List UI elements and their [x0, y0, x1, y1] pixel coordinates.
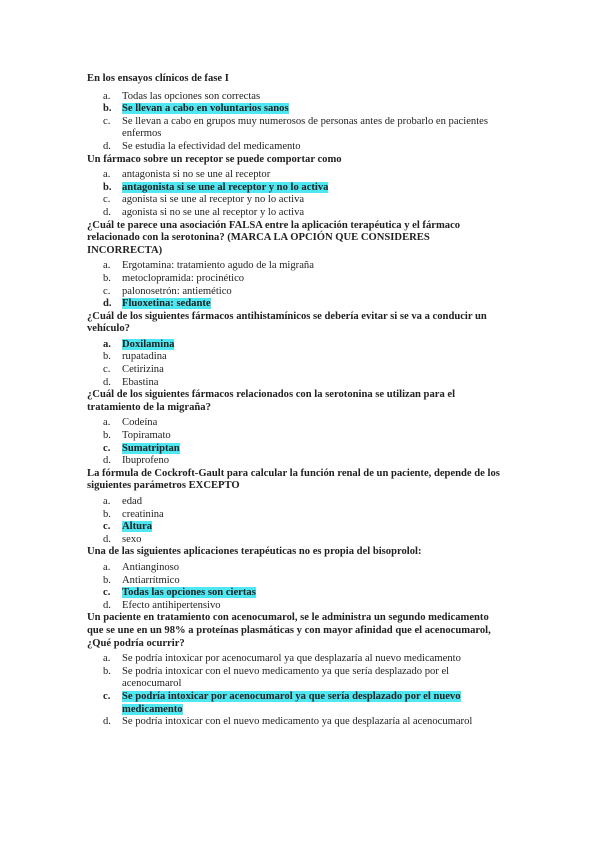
- option: [87, 509, 507, 522]
- option-correct: [87, 691, 507, 716]
- option-letter: d.: [103, 455, 111, 467]
- option: [87, 260, 507, 273]
- option: [87, 666, 507, 691]
- option: [87, 91, 507, 104]
- option-letter: d.: [103, 716, 111, 728]
- option-letter: a.: [103, 417, 111, 429]
- highlighted-answer-text: Se llevan a cabo en voluntarios sanos: [122, 103, 289, 115]
- highlighted-answer-text: antagonista si se une al receptor y no lo activa: [122, 181, 329, 193]
- option-letter: a.: [103, 338, 111, 350]
- option-text: Efecto antihipertensivo: [122, 599, 221, 611]
- option-letter: d.: [103, 206, 111, 218]
- option: [87, 430, 507, 443]
- option-text: Cetirizina: [122, 364, 164, 376]
- option-letter: c.: [103, 115, 111, 127]
- option-letter: c.: [103, 690, 111, 702]
- option-letter: a.: [103, 169, 111, 181]
- option-letter: d.: [103, 533, 111, 545]
- option: [87, 116, 507, 141]
- option-text: Se podría intoxicar con el nuevo medicamento ya que sería desplazado por el acenocumarol: [122, 665, 450, 690]
- question-text: En los ensayos clínicos de fase I: [87, 73, 229, 84]
- option-list: [87, 417, 507, 467]
- option-text: Antiarrítmico: [122, 574, 180, 586]
- highlighted-answer-text: Sumatriptan: [122, 442, 180, 454]
- option: [87, 169, 507, 182]
- option-text: sexo: [122, 533, 142, 545]
- option-letter: b.: [103, 181, 112, 193]
- option-letter: a.: [103, 90, 111, 102]
- option: [87, 417, 507, 430]
- option-letter: b.: [103, 430, 111, 442]
- option-list: [87, 339, 507, 389]
- option-text: Antianginoso: [122, 561, 180, 573]
- option-list: [87, 169, 507, 219]
- option: [87, 351, 507, 364]
- option-letter: d.: [103, 298, 112, 310]
- option: [87, 562, 507, 575]
- option-text: Ebastina: [122, 376, 159, 388]
- option-text: Todas las opciones son correctas: [122, 90, 261, 102]
- option-letter: b.: [103, 574, 111, 586]
- option-text: Topiramato: [122, 430, 171, 442]
- option-letter: c.: [103, 285, 111, 297]
- option-correct: [87, 587, 507, 600]
- option-letter: b.: [103, 665, 111, 677]
- option-text: Se llevan a cabo en grupos muy numerosos de personas antes de probarlo en pacientes enfermos: [122, 115, 488, 140]
- option-letter: d.: [103, 599, 111, 611]
- option-letter: c.: [103, 521, 111, 533]
- question-block: [87, 311, 507, 390]
- option-text: Codeína: [122, 417, 158, 429]
- option-list: [87, 496, 507, 546]
- option: [87, 575, 507, 588]
- option-correct: [87, 298, 507, 311]
- quiz-content: [87, 73, 507, 729]
- option-text: edad: [122, 496, 142, 507]
- option-letter: a.: [103, 653, 111, 665]
- option-list: [87, 562, 507, 612]
- option-text: Ergotamina: tratamiento agudo de la migraña: [122, 260, 314, 272]
- option: [87, 141, 507, 154]
- option-text: antagonista si no se une al receptor: [122, 169, 271, 181]
- question-text: ¿Cuál te parece una asociación FALSA entre la aplicación terapéutica y el fármaco relacionado con la serotonina? (MARCA LA OPCIÓN QUE CONSIDERES INCORRECTA): [87, 219, 461, 256]
- option-letter: a.: [103, 496, 111, 507]
- option-text: Ibuprofeno: [122, 455, 170, 467]
- question-text: Una de las siguientes aplicaciones terapéuticas no es propia del bisoprolol:: [87, 546, 422, 558]
- question-block: [87, 546, 507, 612]
- option: [87, 653, 507, 666]
- option-letter: a.: [103, 561, 111, 573]
- option-letter: c.: [103, 194, 111, 206]
- question-text: Un paciente en tratamiento con acenocumarol, se le administra un segundo medicamento que se une en un 98% a proteínas plasmáticas y con mayor afinidad que el acenocumarol, ¿Qué podría ocurrir?: [87, 612, 491, 649]
- question-block: [87, 468, 507, 547]
- question-block: [87, 220, 507, 311]
- option-correct: [87, 443, 507, 456]
- option-letter: b.: [103, 103, 112, 115]
- option: [87, 534, 507, 547]
- highlighted-answer-text: Doxilamina: [122, 338, 175, 350]
- question-block: [87, 154, 507, 220]
- option: [87, 455, 507, 468]
- option: [87, 496, 507, 509]
- option-letter: b.: [103, 351, 111, 363]
- option-letter: c.: [103, 364, 111, 376]
- question-block: [87, 612, 507, 728]
- option-correct: [87, 182, 507, 195]
- option-correct: [87, 521, 507, 534]
- option-letter: d.: [103, 376, 111, 388]
- option-text: agonista si no se une al receptor y lo activa: [122, 206, 305, 218]
- highlighted-answer-text: Todas las opciones son ciertas: [122, 587, 256, 599]
- option-correct: [87, 339, 507, 352]
- question-text: ¿Cuál de los siguientes fármacos relacionados con la serotonina se utilizan para el tratamiento de la migraña?: [87, 389, 456, 413]
- option-correct: [87, 103, 507, 116]
- option: [87, 716, 507, 729]
- question-text: La fórmula de Cockroft-Gault para calcular la función renal de un paciente, depende de los siguientes parámetros EXCEPTO: [87, 467, 500, 492]
- highlighted-answer-text: Se podría intoxicar por acenocumarol ya que sería desplazado por el nuevo medicamento: [122, 690, 461, 715]
- option-text: Se estudia la efectividad del medicamento: [122, 140, 301, 152]
- option-text: Se podría intoxicar por acenocumarol ya que desplazaría al nuevo medicamento: [122, 653, 461, 665]
- option: [87, 364, 507, 377]
- option: [87, 377, 507, 390]
- question-text: ¿Cuál de los siguientes fármacos antihistamínicos se debería evitar si se va a conducir un vehículo?: [87, 310, 487, 335]
- option: [87, 273, 507, 286]
- question-text: Un fármaco sobre un receptor se puede comportar como: [87, 153, 342, 165]
- option-letter: c.: [103, 442, 111, 454]
- option: [87, 207, 507, 220]
- option-text: rupatadina: [122, 351, 167, 363]
- option-text: creatinina: [122, 508, 164, 520]
- option: [87, 600, 507, 613]
- option-text: agonista si se une al receptor y no lo activa: [122, 194, 305, 206]
- question-block: [87, 389, 507, 468]
- highlighted-answer-text: Altura: [122, 521, 153, 533]
- option-letter: b.: [103, 508, 111, 520]
- option-letter: d.: [103, 140, 111, 152]
- question-block: [87, 73, 507, 154]
- option-letter: b.: [103, 272, 111, 284]
- option-list: [87, 653, 507, 729]
- option-letter: c.: [103, 587, 111, 599]
- option-text: Se podría intoxicar con el nuevo medicamento ya que desplazaría al acenocumarol: [122, 716, 473, 728]
- option-text: palonosetrón: antiemético: [122, 285, 232, 297]
- option-list: [87, 91, 507, 154]
- option: [87, 194, 507, 207]
- option-letter: a.: [103, 260, 111, 272]
- highlighted-answer-text: Fluoxetina: sedante: [122, 298, 211, 310]
- option-list: [87, 260, 507, 310]
- option-text: metoclopramida: procinético: [122, 272, 245, 284]
- option: [87, 286, 507, 299]
